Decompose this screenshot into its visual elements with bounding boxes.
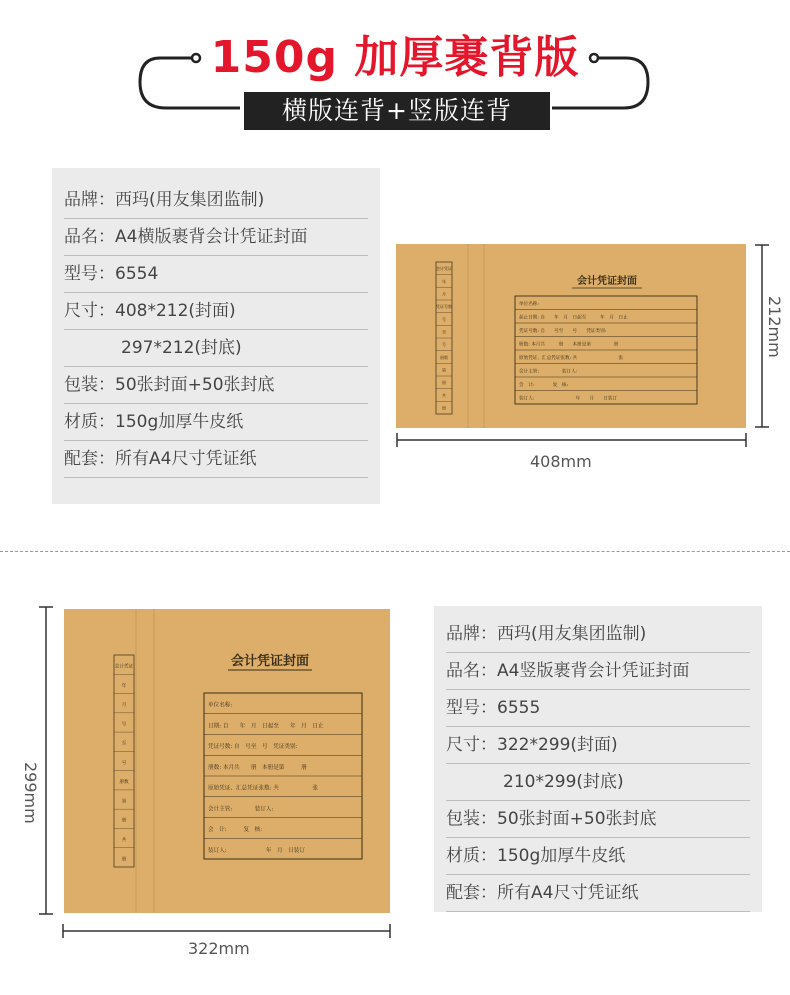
spec-value: A4横版裹背会计凭证封面 [115,227,308,247]
portrait-cover-drawing [64,609,390,913]
portrait-height-dimension [38,606,54,916]
spec-label: 品牌： [64,190,115,210]
spec-row [64,404,368,441]
spec-value: 西玛(用友集团监制) [115,190,265,210]
spine-text: 年 [442,278,446,284]
spec-row [64,330,368,367]
landscape-height-label: 212mm [765,296,784,358]
portrait-spec-panel [434,606,762,912]
spec-value: 50张封面+50张封底 [115,375,275,395]
form-row-text: 原始凭证、汇总凭证张数: 共 张 [208,785,318,792]
form-row-text: 凭证号数: 自 号至 号 凭证类别: [519,328,607,334]
landscape-cover-image [396,244,746,428]
spec-row [64,256,368,293]
form-row-text: 装订人: 年 月 日装订 [519,396,618,402]
spine-text: 册 [442,405,446,411]
spec-row [446,764,750,801]
form-row-text: 日期: 自 年 月 日起至 年 月 日止 [208,723,324,730]
spec-label: 材质： [446,846,497,866]
section-divider [0,551,790,552]
spine-text: 号 [121,722,127,728]
spine-text: 年 [121,683,127,689]
spec-label: 包装： [64,375,115,395]
form-row-text: 会 计: 复 核: [208,827,263,834]
spec-value: 150g加厚牛皮纸 [497,846,626,866]
spine-text: 至 [442,329,446,335]
form-row-text: 册数: 本月共 册 本册是第 册 [519,342,619,348]
spine-text: 共 [121,837,127,843]
spine-text: 册数 [119,780,129,786]
spec-value: 西玛(用友集团监制) [497,624,647,644]
form-row-text: 册数: 本月共 册 本册是第 册 [208,764,307,771]
spec-row [446,616,750,653]
landscape-spec-panel [52,168,380,504]
spec-label: 品名： [446,661,497,681]
landscape-cover-drawing [396,244,746,428]
spec-label: 材质： [64,412,115,432]
spec-row [64,182,368,219]
spec-value: 297*212(封底) [121,338,242,358]
spec-row [446,838,750,875]
spine-text: 第 [121,799,127,805]
spec-label: 品名： [64,227,115,247]
spine-text: 会计凭证 [436,266,452,272]
spec-label: 配套： [446,883,497,903]
spec-value: 所有A4尺寸凭证纸 [497,883,639,903]
spec-row [64,367,368,404]
portrait-cover-image [64,609,390,913]
spine-text: 凭证号数 [436,304,452,310]
spec-row [446,653,750,690]
spec-label: 品牌： [446,624,497,644]
spine-text: 共 [442,392,446,398]
spec-row [446,801,750,838]
spec-value: 6554 [115,264,159,284]
form-row-text: 原始凭证、汇总凭证张数: 共 张 [519,355,624,361]
page-title: 150g 加厚裹背版 [210,32,580,83]
spec-value: 6555 [497,698,541,718]
spine-text: 册数 [440,354,448,360]
landscape-width-label: 408mm [530,452,592,471]
spec-value: 所有A4尺寸凭证纸 [115,449,257,469]
spec-row [446,690,750,727]
spec-row [64,441,368,478]
spine-text: 册 [121,818,127,824]
spine-text: 会计凭证 [114,664,134,670]
form-row-text: 装订人: 年 月 日装订 [208,847,305,854]
spec-value: A4竖版裹背会计凭证封面 [497,661,690,681]
portrait-width-label: 322mm [188,939,250,958]
spine-text: 至 [121,741,127,747]
spec-row [446,727,750,764]
form-title: 会计凭证封面 [230,654,310,669]
spec-row [64,293,368,330]
spec-value: 50张封面+50张封底 [497,809,657,829]
spine-text: 号 [442,316,446,322]
form-title: 会计凭证封面 [577,276,637,287]
portrait-width-dimension [62,921,392,941]
form-row-text: 会计主管: 装订人: [519,369,578,375]
landscape-width-dimension [396,430,748,450]
spec-value: 408*212(封面) [115,301,236,321]
spec-label: 型号： [446,698,497,718]
spine-text: 月 [121,703,127,709]
form-row-text: 单位名称: [208,702,233,709]
page-subtitle: 横版连背+竖版连背 [244,92,550,130]
form-row-text: 单位名称: [519,301,539,307]
spine-text: 第 [442,367,446,373]
spine-text: 册 [442,380,446,386]
portrait-height-label: 299mm [21,762,40,824]
form-row-text: 会 计: 复 核: [519,382,569,388]
form-row-text: 起止日期: 自 年 月 日起至 年 月 日止 [519,315,628,321]
spine-text: 月 [442,291,446,297]
spec-label: 尺寸： [446,735,497,755]
spine-text: 号 [121,760,127,766]
spine-text: 号 [442,342,446,348]
spec-label: 尺寸： [64,301,115,321]
spec-row [64,219,368,256]
form-row-text: 凭证号数: 自 号至 号 凭证类别: [208,744,298,751]
spec-label: 配套： [64,449,115,469]
spec-label: 型号： [64,264,115,284]
spine-text: 册 [121,857,127,863]
form-row-text: 会计主管: 装订人: [208,806,274,813]
spec-value: 322*299(封面) [497,735,618,755]
spec-value: 210*299(封底) [503,772,624,792]
spec-value: 150g加厚牛皮纸 [115,412,244,432]
spec-row [446,875,750,912]
spec-label: 包装： [446,809,497,829]
